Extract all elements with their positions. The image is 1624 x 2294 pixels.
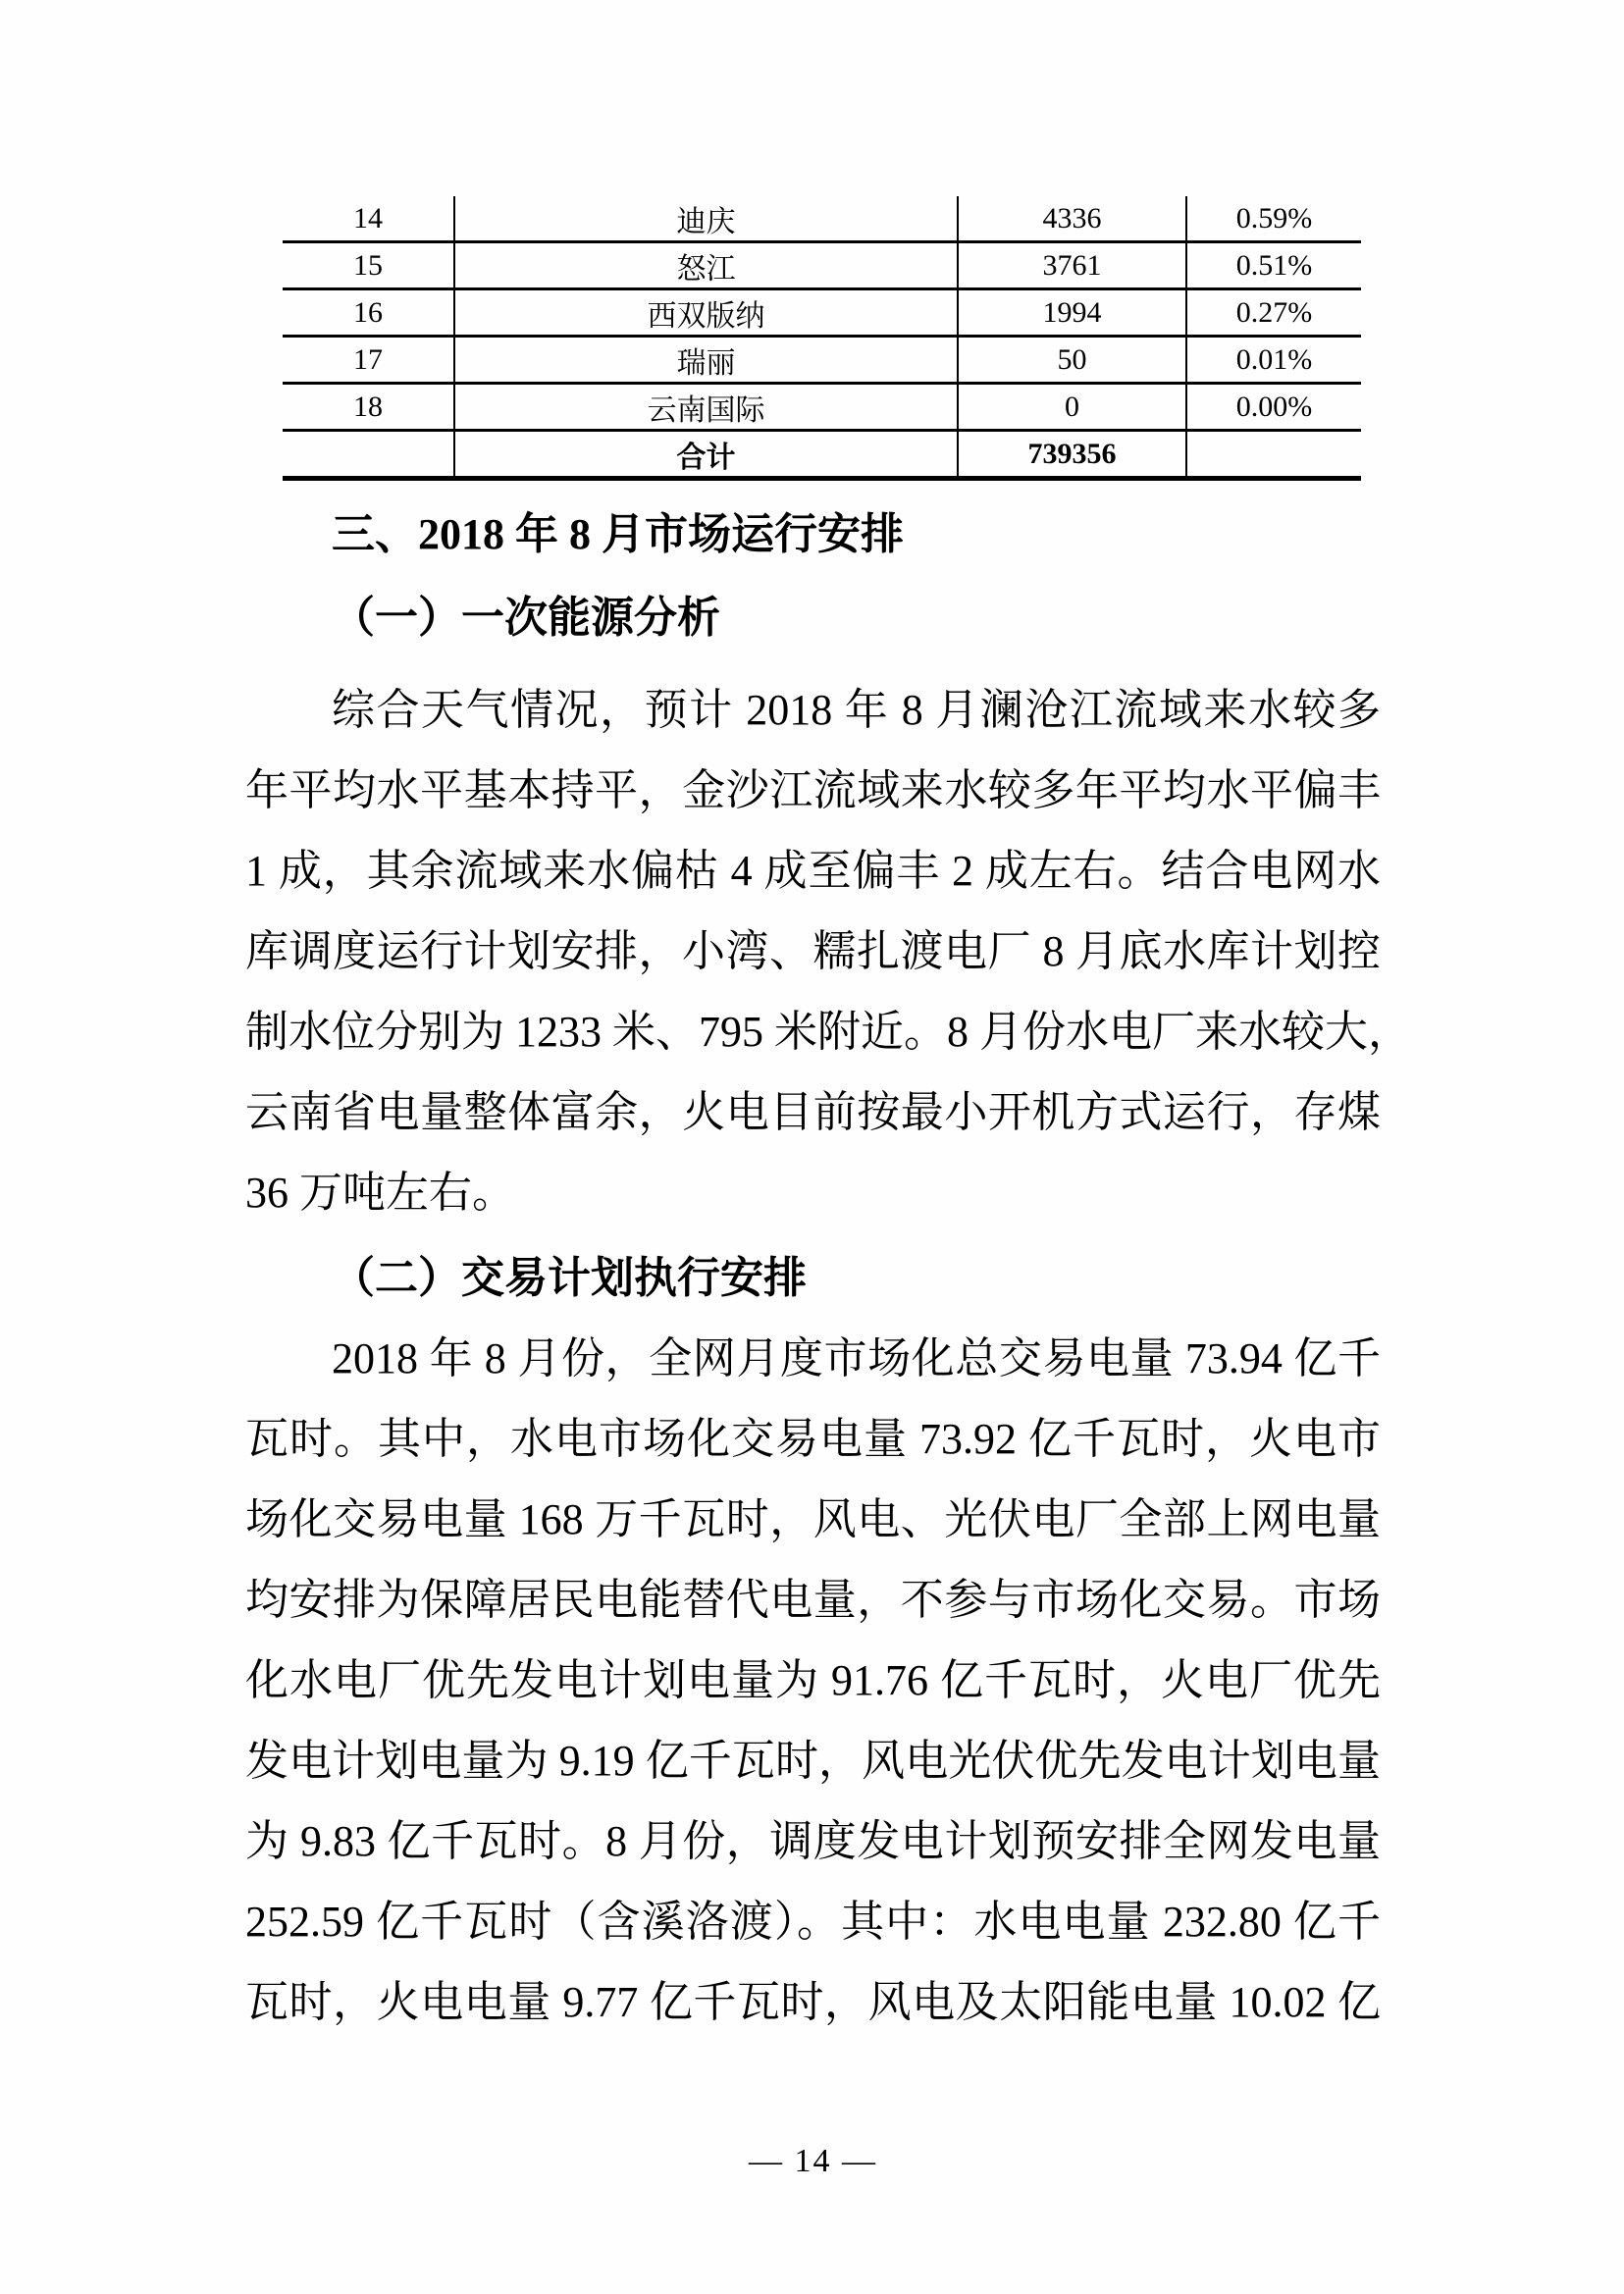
subsection-heading-1: （一）一次能源分析	[332, 594, 720, 642]
section-heading: 三、2018 年 8 月市场运行安排	[332, 510, 904, 558]
cell-row-number: 15	[283, 242, 454, 289]
cell-value: 0	[958, 384, 1186, 431]
cell-total-label: 合计	[454, 431, 958, 479]
paragraph-line: 年平均水平基本持平，金沙江流域来水较多年平均水平偏丰	[245, 766, 1381, 814]
paragraph-line: 场化交易电量 168 万千瓦时，风电、光伏电厂全部上网电量	[245, 1495, 1381, 1543]
page-content	[245, 196, 1411, 2181]
cell-value: 1994	[958, 289, 1186, 337]
paragraph-line: 36 万吨左右。	[245, 1169, 515, 1217]
table-row	[283, 384, 1361, 431]
cell-value: 50	[958, 337, 1186, 384]
paragraph-energy-analysis	[245, 670, 1411, 1233]
cell-percent: 0.01%	[1186, 337, 1361, 384]
cell-region-name: 迪庆	[454, 196, 958, 242]
paragraph-line: 发电计划电量为 9.19 亿千瓦时，风电光伏优先发电计划电量	[245, 1737, 1381, 1785]
paragraph-line: 2018 年 8 月份，全网月度市场化总交易电量 73.94 亿千	[332, 1334, 1381, 1382]
cell-percent: 0.27%	[1186, 289, 1361, 337]
cell-percent: 0.59%	[1186, 196, 1361, 242]
paragraph-line: 瓦时。其中，水电市场化交易电量 73.92 亿千瓦时，火电市	[245, 1415, 1381, 1463]
table-total-row	[283, 431, 1361, 479]
cell-value: 3761	[958, 242, 1186, 289]
cell-region-name: 瑞丽	[454, 337, 958, 384]
paragraph-line: 综合天气情况，预计 2018 年 8 月澜沧江流域来水较多	[332, 686, 1381, 734]
paragraph-line: 瓦时，火电电量 9.77 亿千瓦时，风电及太阳能电量 10.02 亿	[245, 1978, 1381, 2026]
cell-row-number	[283, 431, 454, 479]
cell-row-number: 17	[283, 337, 454, 384]
paragraph-line: 云南省电量整体富余，火电目前按最小开机方式运行，存煤	[245, 1088, 1381, 1136]
cell-region-name: 西双版纳	[454, 289, 958, 337]
cell-row-number: 16	[283, 289, 454, 337]
paragraph-line: 为 9.83 亿千瓦时。8 月份，调度发电计划预安排全网发电量	[245, 1817, 1381, 1865]
paragraph-line: 化水电厂优先发电计划电量为 91.76 亿千瓦时，火电厂优先	[245, 1656, 1381, 1704]
paragraph-line: 252.59 亿千瓦时（含溪洛渡）。其中：水电电量 232.80 亿千	[245, 1898, 1381, 1946]
paragraph-line: 均安排为保障居民电能替代电量，不参与市场化交易。市场	[245, 1576, 1381, 1624]
table-row	[283, 289, 1361, 337]
cell-row-number: 14	[283, 196, 454, 242]
cell-percent	[1186, 431, 1361, 479]
table-row	[283, 196, 1361, 242]
statistics-table	[283, 196, 1361, 481]
cell-row-number: 18	[283, 384, 454, 431]
paragraph-trade-plan	[245, 1319, 1381, 2043]
cell-region-name: 云南国际	[454, 384, 958, 431]
cell-percent: 0.51%	[1186, 242, 1361, 289]
table-row	[283, 242, 1361, 289]
page-number: — 14 —	[749, 2143, 877, 2179]
cell-percent: 0.00%	[1186, 384, 1361, 431]
paragraph-line: 制水位分别为 1233 米、795 米附近。8 月份水电厂来水较大，	[245, 1008, 1411, 1056]
subsection-heading-2: （二）交易计划执行安排	[332, 1254, 807, 1302]
cell-total-value: 739356	[958, 431, 1186, 479]
paragraph-line: 1 成，其余流域来水偏枯 4 成至偏丰 2 成左右。结合电网水	[245, 847, 1381, 895]
cell-region-name: 怒江	[454, 242, 958, 289]
table-row	[283, 337, 1361, 384]
paragraph-line: 库调度运行计划安排，小湾、糯扎渡电厂 8 月底水库计划控	[245, 927, 1381, 975]
cell-value: 4336	[958, 196, 1186, 242]
